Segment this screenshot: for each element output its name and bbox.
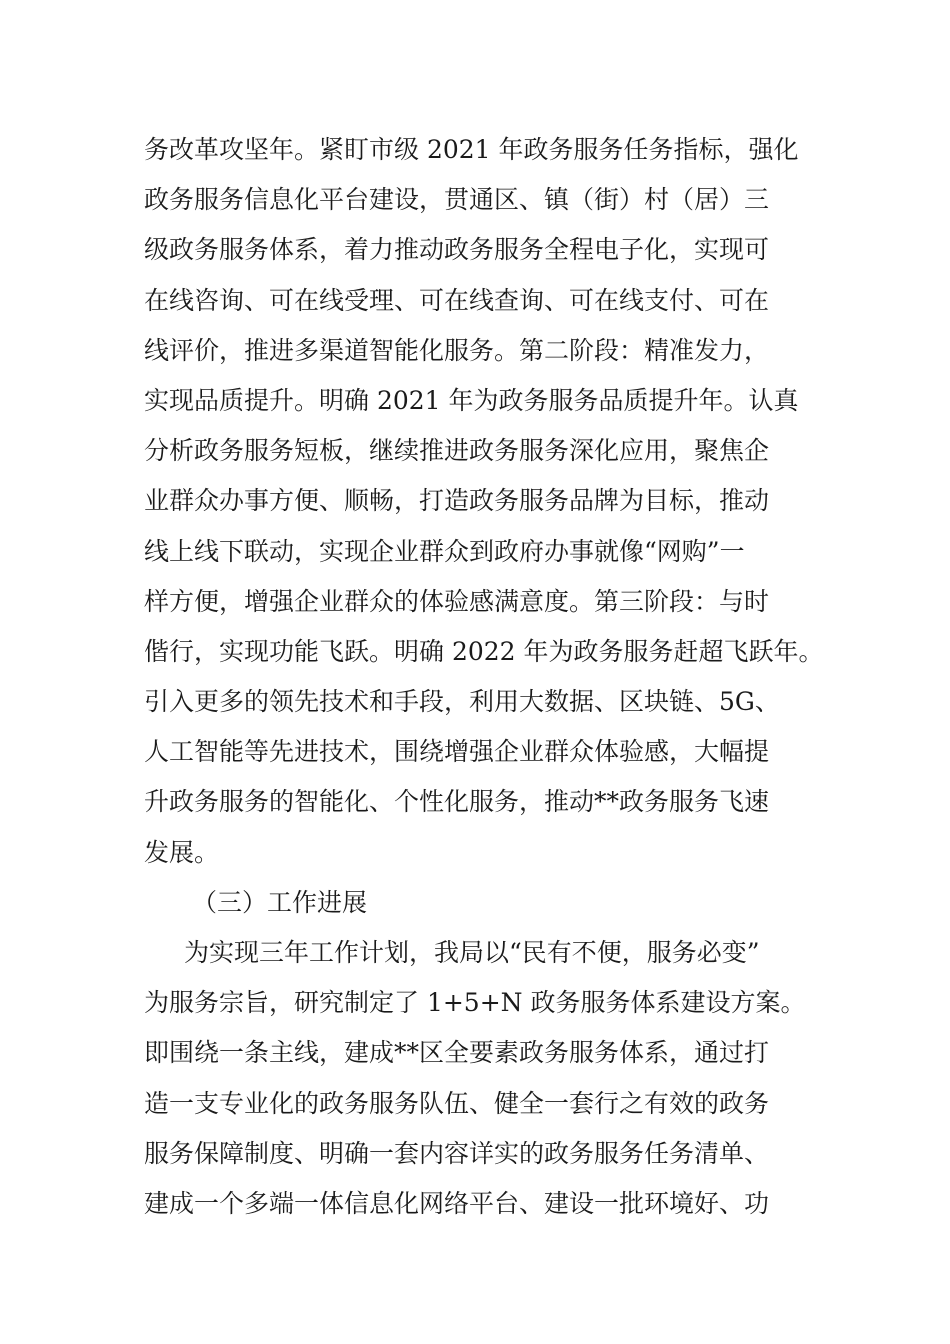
text-line: 级政务服务体系，着力推动政务服务全程电子化，实现可: [144, 235, 770, 265]
body-text: [0, 125, 950, 1229]
text-line: 为服务宗旨，研究制定了 1+5+N 政务服务体系建设方案。: [144, 988, 806, 1018]
text-line: 分析政务服务短板，继续推进政务服务深化应用，聚焦企: [144, 436, 770, 466]
text-line: 在线咨询、可在线受理、可在线查询、可在线支付、可在: [144, 285, 770, 315]
text-line: 样方便，增强企业群众的体验感满意度。第三阶段：与时: [144, 586, 770, 616]
text-line: 发展。: [144, 837, 220, 867]
text-line: 务改革攻坚年。紧盯市级 2021 年政务服务任务指标，强化: [144, 135, 799, 164]
text-line: 建成一个多端一体信息化网络平台、建设一批环境好、功: [144, 1188, 770, 1218]
text-line: 业群众办事方便、顺畅，打造政务服务品牌为目标，推动: [144, 486, 770, 516]
text-line: 即围绕一条主线，建成**区全要素政务服务体系，通过打: [144, 1038, 770, 1068]
text-line: 引入更多的领先技术和手段，利用大数据、区块链、5G、: [144, 687, 780, 717]
text-line: 人工智能等先进技术，围绕增强企业群众体验感，大幅提: [144, 737, 770, 767]
text-line: 线评价，推进多渠道智能化服务。第二阶段：精准发力，: [144, 335, 770, 365]
text-line: 线上线下联动，实现企业群众到政府办事就像“网购”一: [144, 536, 745, 566]
text-line: 造一支专业化的政务服务队伍、健全一套行之有效的政务: [144, 1088, 770, 1118]
text-line: 偕行，实现功能飞跃。明确 2022 年为政务服务赶超飞跃年。: [144, 636, 824, 666]
paragraph-first-line: 为实现三年工作计划，我局以“民有不便，服务必变”: [184, 938, 760, 967]
text-line: 服务保障制度、明确一套内容详实的政务服务任务清单、: [144, 1138, 770, 1168]
text-line: 政务服务信息化平台建设，贯通区、镇（街）村（居）三: [144, 185, 770, 215]
text-line: 实现品质提升。明确 2021 年为政务服务品质提升年。认真: [144, 385, 799, 415]
section-heading: （三）工作进展: [192, 887, 368, 917]
text-line: 升政务服务的智能化、个性化服务，推动**政务服务飞速: [144, 787, 770, 817]
